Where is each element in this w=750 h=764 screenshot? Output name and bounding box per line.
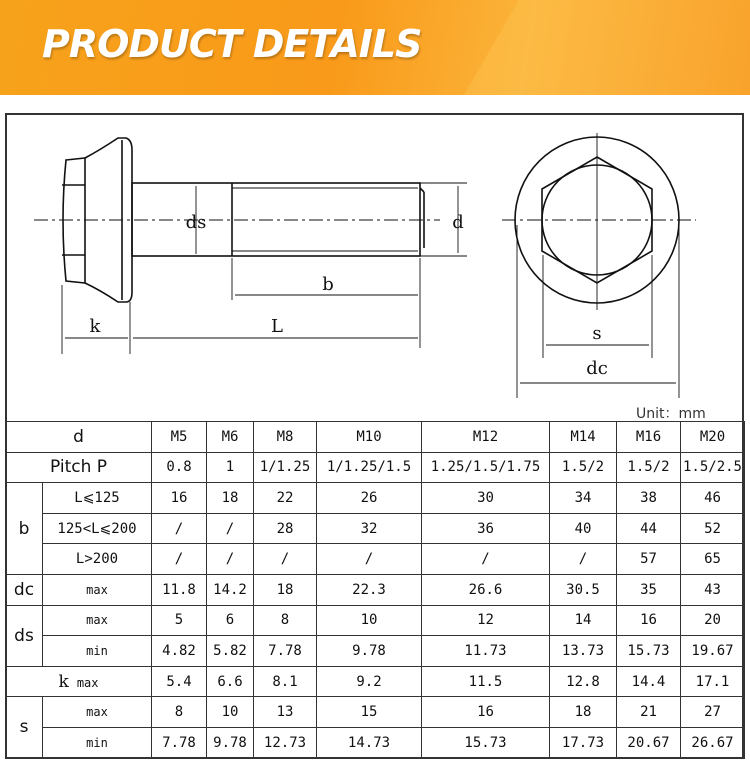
size-header: M16	[617, 422, 681, 453]
s-label: s	[6, 697, 43, 758]
value-cell: /	[152, 513, 207, 544]
k-label-cell	[6, 666, 152, 697]
value-cell: 12	[422, 605, 550, 636]
value-cell: 30	[422, 483, 550, 514]
value-cell: 16	[152, 483, 207, 514]
value-cell: 17.73	[550, 727, 617, 758]
value-cell: /	[254, 544, 317, 575]
value-cell: 38	[617, 483, 681, 514]
unit-label: Unit：mm	[636, 406, 706, 422]
dc-sub: max	[43, 574, 152, 605]
value-cell: 43	[681, 574, 745, 605]
value-cell: /	[152, 544, 207, 575]
value-cell: /	[422, 544, 550, 575]
value-cell: 6.6	[207, 666, 254, 697]
size-header: M6	[207, 422, 254, 453]
value-cell: 14.4	[617, 666, 681, 697]
value-cell: 14.2	[207, 574, 254, 605]
value-cell: 15.73	[422, 727, 550, 758]
value-cell: /	[207, 544, 254, 575]
value-cell: 1.5/2.5	[681, 452, 745, 483]
value-cell: 35	[617, 574, 681, 605]
ds-sub: min	[43, 636, 152, 667]
value-cell: 19.67	[681, 636, 745, 667]
value-cell: 5	[152, 605, 207, 636]
value-cell: 14.73	[317, 727, 422, 758]
value-cell: 7.78	[254, 636, 317, 667]
b-condition: 125<L⩽200	[43, 513, 152, 544]
value-cell: 12.73	[254, 727, 317, 758]
table-row	[6, 636, 745, 667]
table-row	[6, 666, 745, 697]
value-cell: 18	[254, 574, 317, 605]
size-header: M5	[152, 422, 207, 453]
banner-title: PRODUCT DETAILS	[42, 22, 422, 66]
value-cell: 18	[550, 697, 617, 728]
value-cell: 27	[681, 697, 745, 728]
value-cell: 16	[617, 605, 681, 636]
b-label: b	[6, 483, 43, 575]
value-cell: 21	[617, 697, 681, 728]
size-header: M10	[317, 422, 422, 453]
s-sub: min	[43, 727, 152, 758]
k-label: k	[89, 316, 101, 337]
table-row	[6, 544, 745, 575]
size-header: M8	[254, 422, 317, 453]
s-sub: max	[43, 697, 152, 728]
value-cell: 10	[207, 697, 254, 728]
ds-label: ds	[185, 212, 207, 233]
dc-label: dc	[6, 574, 43, 605]
value-cell: 14	[550, 605, 617, 636]
value-cell: 12.8	[550, 666, 617, 697]
value-cell: 15.73	[617, 636, 681, 667]
value-cell: 1	[207, 452, 254, 483]
size-header: M20	[681, 422, 745, 453]
value-cell: 46	[681, 483, 745, 514]
ds-label: ds	[6, 605, 43, 666]
s-label: s	[592, 323, 602, 344]
table-row	[6, 605, 745, 636]
value-cell: 5.4	[152, 666, 207, 697]
value-cell: 4.82	[152, 636, 207, 667]
value-cell: 57	[617, 544, 681, 575]
value-cell: /	[207, 513, 254, 544]
value-cell: 1.5/2	[617, 452, 681, 483]
value-cell: 8	[152, 697, 207, 728]
value-cell: 17.1	[681, 666, 745, 697]
value-cell: 52	[681, 513, 745, 544]
value-cell: 18	[207, 483, 254, 514]
value-cell: 36	[422, 513, 550, 544]
value-cell: 28	[254, 513, 317, 544]
value-cell: 34	[550, 483, 617, 514]
value-cell: 0.8	[152, 452, 207, 483]
ds-sub: max	[43, 605, 152, 636]
value-cell: 9.78	[207, 727, 254, 758]
value-cell: 11.8	[152, 574, 207, 605]
table-row	[6, 574, 745, 605]
table-row	[6, 483, 745, 514]
value-cell: 26.6	[422, 574, 550, 605]
value-cell: 1.25/1.5/1.75	[422, 452, 550, 483]
value-cell: 1/1.25	[254, 452, 317, 483]
value-cell: 1.5/2	[550, 452, 617, 483]
value-cell: /	[317, 544, 422, 575]
d-label: d	[452, 212, 464, 233]
value-cell: /	[550, 544, 617, 575]
value-cell: 65	[681, 544, 745, 575]
k-sub: max	[76, 675, 99, 690]
value-cell: 7.78	[152, 727, 207, 758]
value-cell: 40	[550, 513, 617, 544]
b-label: b	[322, 274, 334, 295]
value-cell: 1/1.25/1.5	[317, 452, 422, 483]
value-cell: 13.73	[550, 636, 617, 667]
value-cell: 5.82	[207, 636, 254, 667]
value-cell: 32	[317, 513, 422, 544]
table-row	[6, 513, 745, 544]
value-cell: 30.5	[550, 574, 617, 605]
table-row	[6, 727, 745, 758]
value-cell: 10	[317, 605, 422, 636]
value-cell: 20	[681, 605, 745, 636]
value-cell: 16	[422, 697, 550, 728]
value-cell: 13	[254, 697, 317, 728]
value-cell: 44	[617, 513, 681, 544]
value-cell: 22	[254, 483, 317, 514]
value-cell: 9.78	[317, 636, 422, 667]
value-cell: 8.1	[254, 666, 317, 697]
value-cell: 15	[317, 697, 422, 728]
value-cell: 26.67	[681, 727, 745, 758]
pitch-label: Pitch P	[6, 452, 152, 483]
value-cell: 8	[254, 605, 317, 636]
value-cell: 6	[207, 605, 254, 636]
table-row	[6, 422, 745, 453]
value-cell: 11.5	[422, 666, 550, 697]
size-header: M12	[422, 422, 550, 453]
value-cell: 22.3	[317, 574, 422, 605]
header-d-label: d	[6, 422, 152, 453]
value-cell: 11.73	[422, 636, 550, 667]
b-condition: L>200	[43, 544, 152, 575]
dc-label: dc	[586, 358, 608, 379]
L-label: L	[271, 316, 283, 337]
value-cell: 26	[317, 483, 422, 514]
spec-table	[5, 421, 745, 759]
value-cell: 20.67	[617, 727, 681, 758]
value-cell: 9.2	[317, 666, 422, 697]
k-label: k	[58, 671, 69, 692]
table-row	[6, 697, 745, 728]
size-header: M14	[550, 422, 617, 453]
b-condition: L⩽125	[43, 483, 152, 514]
table-row	[6, 452, 745, 483]
